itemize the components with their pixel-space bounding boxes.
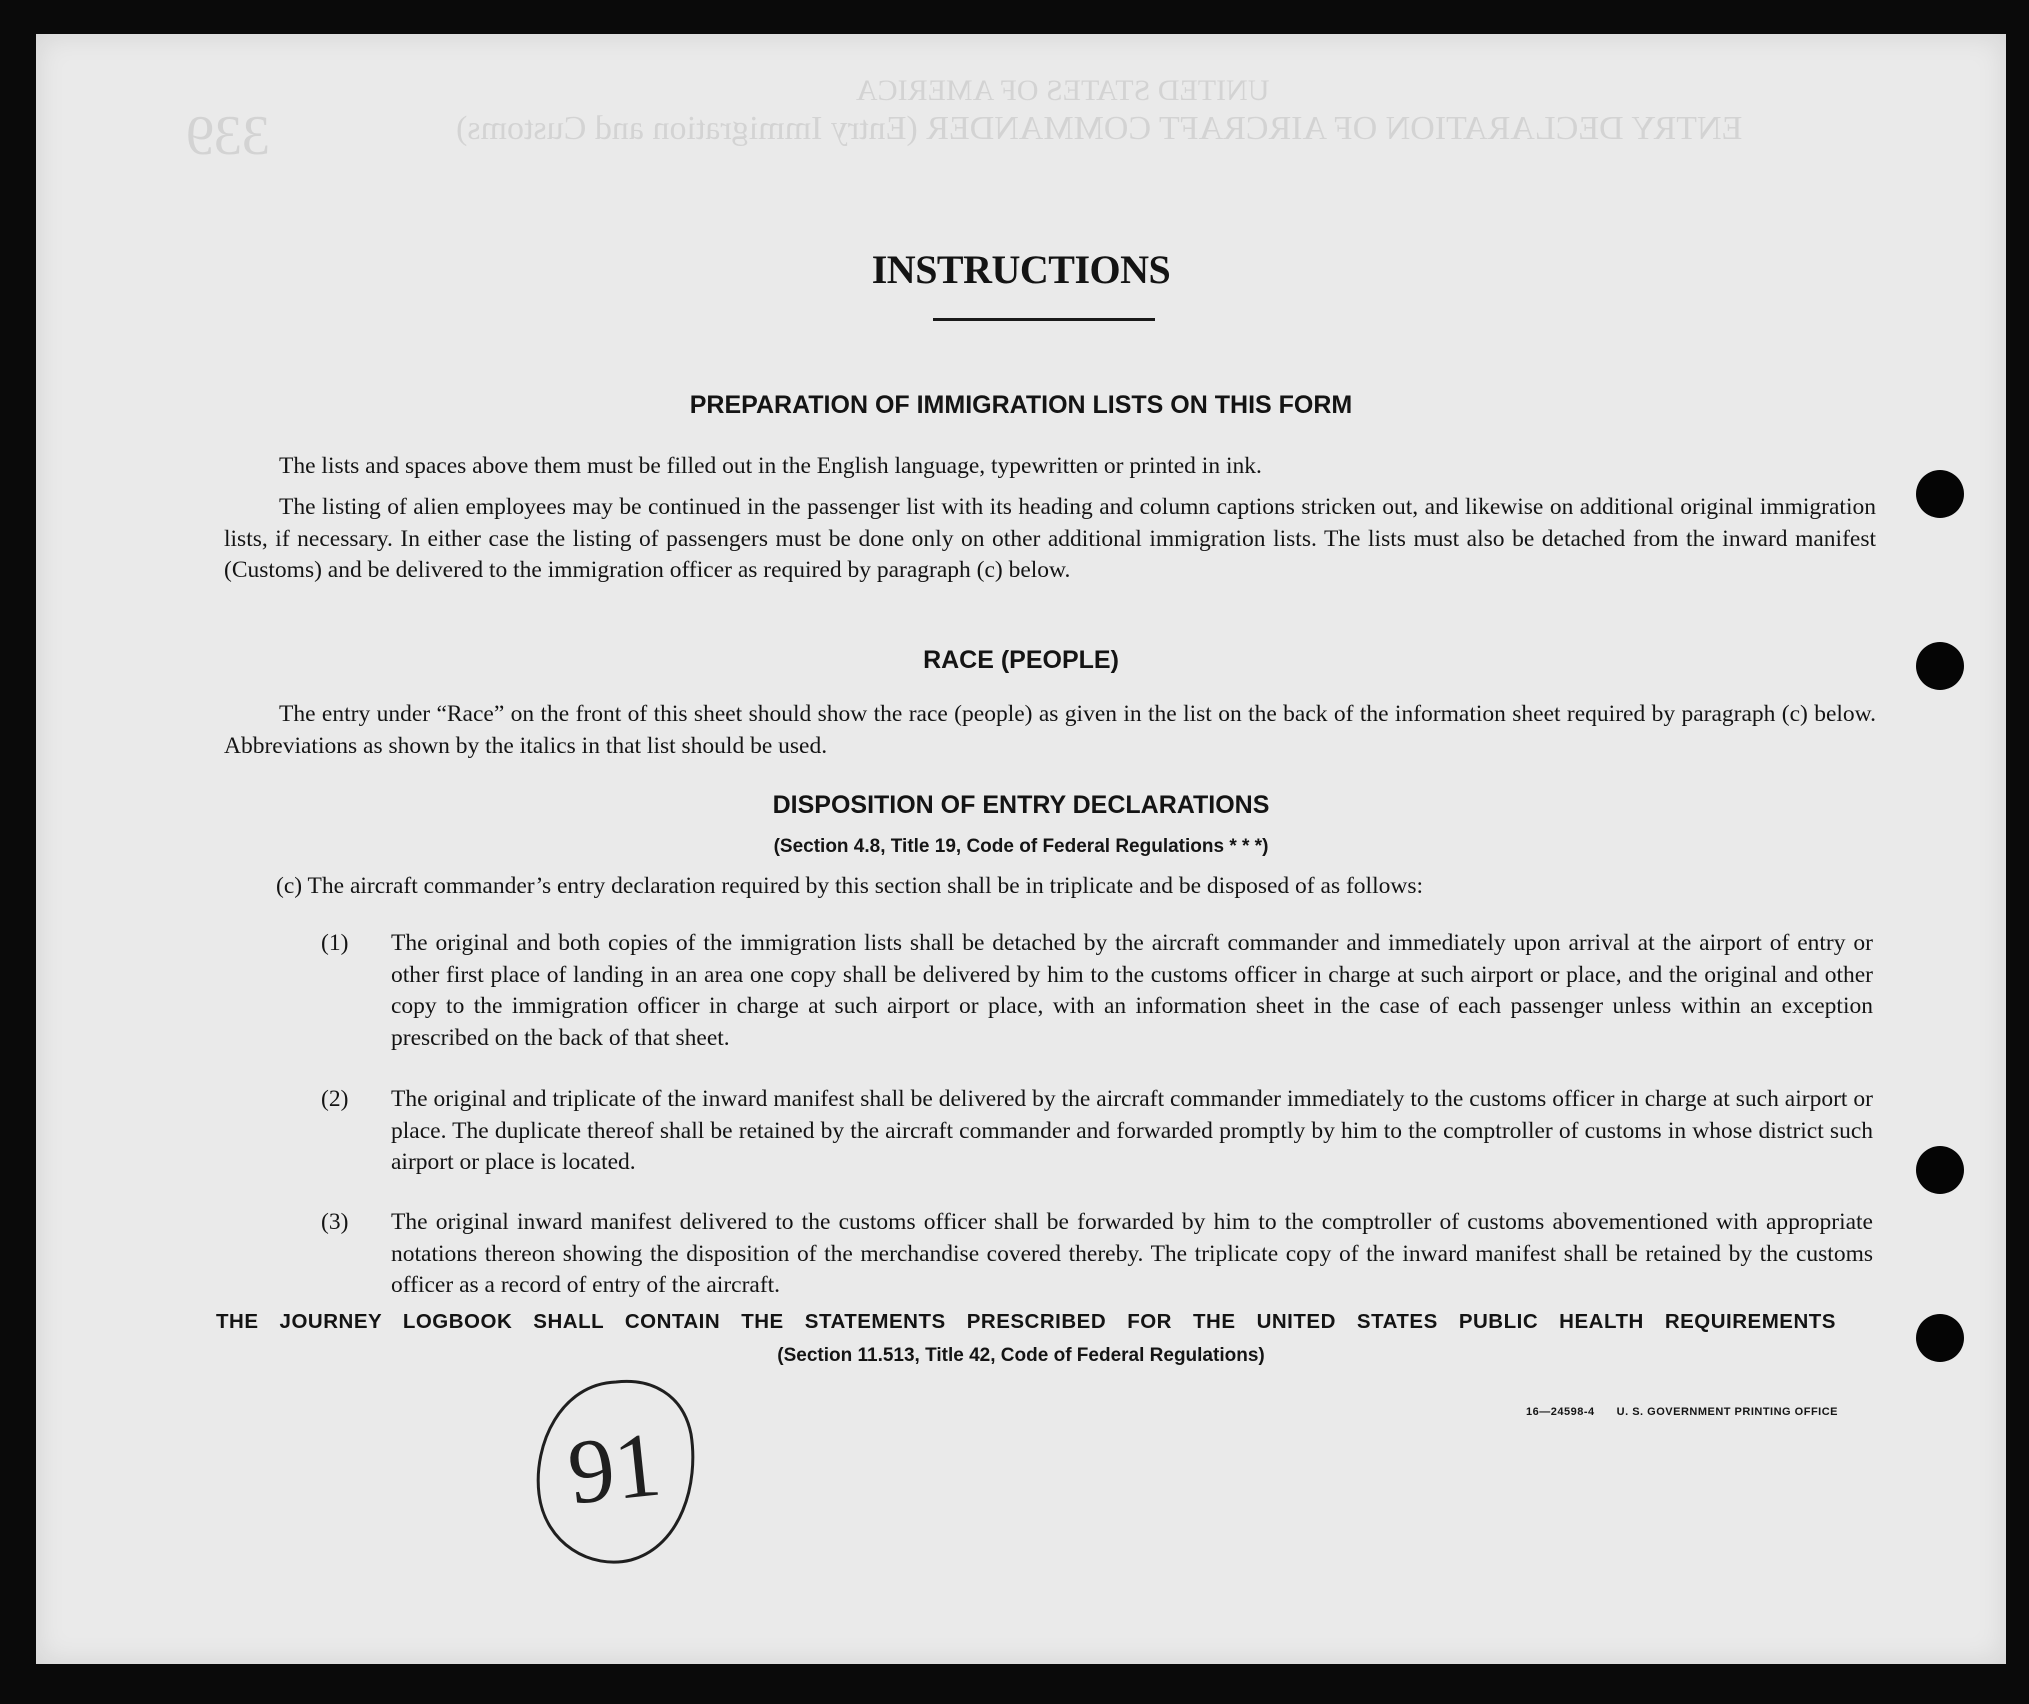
handwritten-circled-number <box>521 1374 711 1574</box>
disposition-item-3 <box>321 1207 1873 1302</box>
punch-hole <box>1916 470 1964 518</box>
punch-hole <box>1916 642 1964 690</box>
preparation-paragraph-2: The listing of alien employees may be continued in the passenger list with its heading and column captions stricken out, and likewise on additional original immigration lists, if necessary. In either case the listing of passengers must be done only on other additional immigration lists. The lists must also be detached from the inward manifest (Customs) and be delivered to the immigration officer as required by paragraph (c) below. <box>224 494 1876 583</box>
item-number: (1) <box>321 930 349 956</box>
page-title: INSTRUCTIONS <box>871 247 1171 292</box>
form-number: 16—24598-4 <box>1526 1406 1595 1418</box>
item-number: (2) <box>321 1086 349 1112</box>
disposition-item-1 <box>321 928 1873 1054</box>
disposition-citation: (Section 4.8, Title 19, Code of Federal Regulations * * *) <box>773 836 1269 857</box>
document-page <box>36 34 2006 1664</box>
item-text: The original and triplicate of the inward manifest shall be delivered by the aircraft commander immediately to the customs officer in charge at such airport or place. The duplicate thereof shall be retained by the aircraft commander and forwarded promptly by him to the comptroller of customs in whose district such airport or place is located. <box>391 1086 1873 1175</box>
printing-office: U. S. GOVERNMENT PRINTING OFFICE <box>1616 1406 1838 1418</box>
handwritten-text: 91 <box>563 1412 666 1524</box>
health-requirements-statement: THE JOURNEY LOGBOOK SHALL CONTAIN THE STATEMENTS PRESCRIBED FOR THE UNITED STATES PUBLIC HEALTH REQUIREMENTS <box>216 1310 1836 1333</box>
preparation-paragraph-1: The lists and spaces above them must be filled out in the English language, typewritten or printed in ink. <box>279 453 1262 479</box>
printer-imprint <box>1436 1406 1838 1418</box>
bleed-through-line-2: ENTRY DECLARATION OF AIRCRAFT COMMANDER (Entry Immigration and Customs) <box>456 110 1743 147</box>
item-number: (3) <box>321 1209 349 1235</box>
title-underline <box>933 318 1155 321</box>
punch-hole <box>1916 1146 1964 1194</box>
race-heading: RACE (PEOPLE) <box>923 646 1119 674</box>
bleed-through-number: 339 <box>186 105 270 167</box>
preparation-heading: PREPARATION OF IMMIGRATION LISTS ON THIS FORM <box>689 391 1353 419</box>
race-paragraph: The entry under “Race” on the front of this sheet should show the race (people) as given in the list on the back of the information sheet required by paragraph (c) below. Abbreviations as shown by the italics in that list should be used. <box>224 701 1876 759</box>
item-text: The original inward manifest delivered to the customs officer shall be forwarded by him to the comptroller of customs abovementioned with appropriate notations thereon showing the disposition of the merchandise covered thereby. The triplicate copy of the inward manifest shall be retained by the customs officer as a record of entry of the aircraft. <box>391 1209 1873 1298</box>
disposition-item-2 <box>321 1084 1873 1179</box>
disposition-heading: DISPOSITION OF ENTRY DECLARATIONS <box>772 791 1270 819</box>
punch-hole <box>1916 1314 1964 1362</box>
disposition-intro: (c) The aircraft commander’s entry declaration required by this section shall be in triplicate and be disposed of as follows: <box>276 873 1423 899</box>
bleed-through-line-1: UNITED STATES OF AMERICA <box>856 74 1270 107</box>
health-requirements-citation: (Section 11.513, Title 42, Code of Federal Regulations) <box>777 1345 1265 1366</box>
item-text: The original and both copies of the immigration lists shall be detached by the aircraft commander and immediately upon arrival at the airport of entry or other first place of landing in an area one copy shall be delivered by him to the customs officer in charge at such airport or place, and the original and other copy to the immigration officer in charge at such airport or place, with an information sheet in the case of each passenger unless within an exception prescribed on the back of that sheet. <box>391 930 1873 1051</box>
